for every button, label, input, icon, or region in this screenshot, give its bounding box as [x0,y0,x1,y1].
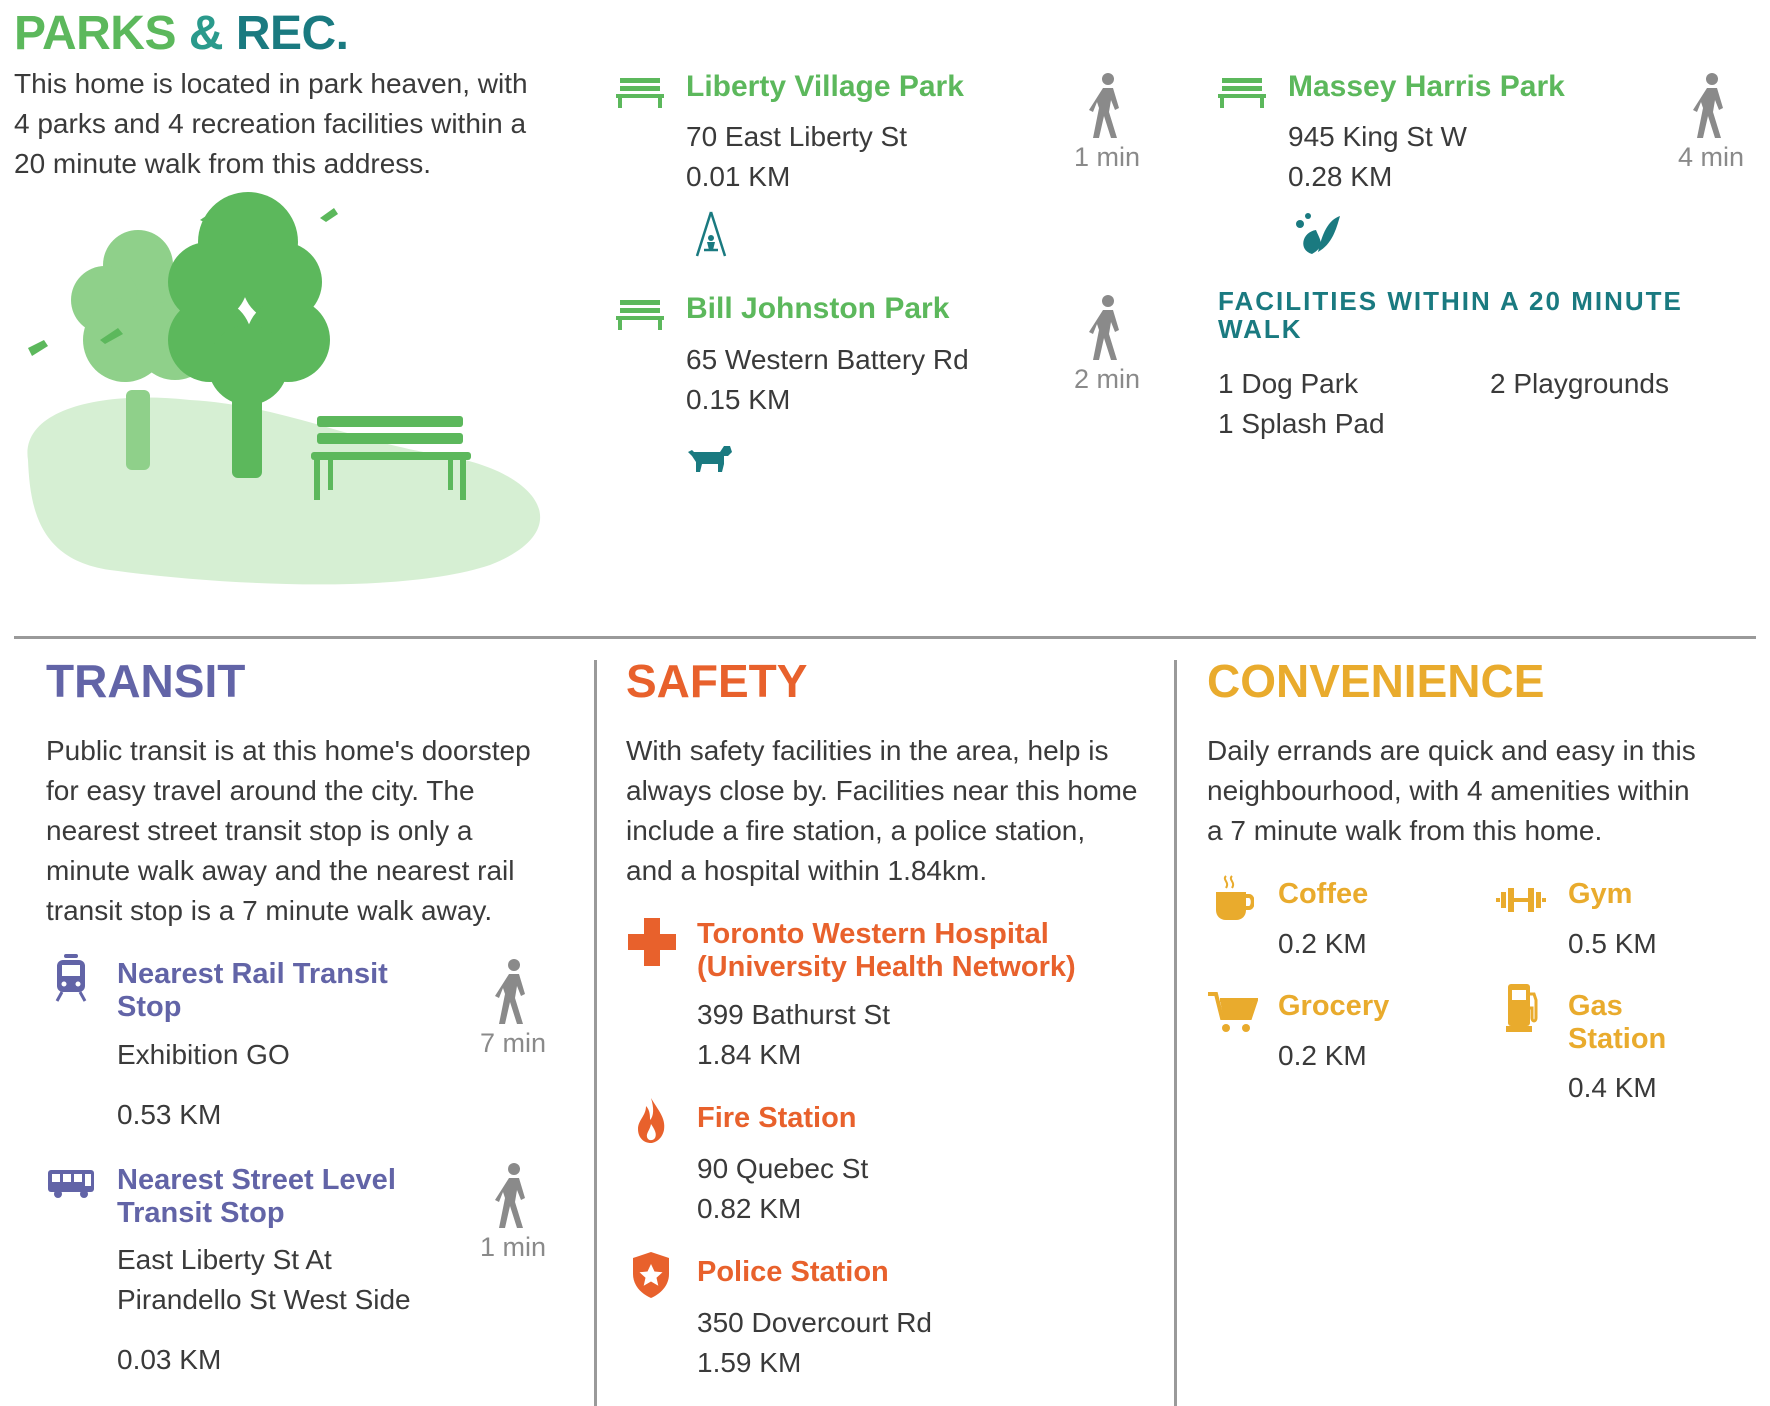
grocery-title[interactable]: Grocery [1278,990,1390,1022]
parks-title-b: REC. [235,7,349,60]
facility-item: 1 Dog Park [1218,368,1359,399]
section-divider [14,636,1756,639]
bus-icon [46,1168,96,1200]
shopping-cart-icon [1208,990,1258,1034]
rail-stop-name: Exhibition GO [117,1039,290,1070]
safety-intro: With safety facilities in the area, help is always close by. Facilities near this home include a fire station, a police station, and a hospital within 1.84km. [626,735,1138,886]
park-name[interactable]: Massey Harris Park [1288,70,1565,103]
coffee-title[interactable]: Coffee [1278,878,1369,910]
park-distance: 0.01 KM [686,161,791,192]
convenience-intro: Daily errands are quick and easy in this neighbourhood, with 4 amenities within a 7 minute walk from this home. [1207,735,1696,846]
facilities-title: FACILITIES WITHIN A 20 MINUTE WALK [1218,286,1683,344]
park-name[interactable]: Bill Johnston Park [686,292,950,325]
gas-station-distance: 0.4 KM [1568,1072,1657,1103]
medical-cross-icon [628,918,676,966]
parks-intro: This home is located in park heaven, with 4 parks and 4 recreation facilities within a 20 minute walk from this address. [14,68,528,179]
hospital-title[interactable]: Toronto Western Hospital (University Health Network) [697,918,1076,983]
gym-title[interactable]: Gym [1568,878,1633,910]
walking-person-icon [493,1162,533,1230]
gym-distance: 0.5 KM [1568,928,1657,959]
bench-icon [1218,76,1266,108]
park-address: 70 East Liberty St [686,121,908,152]
column-divider [1174,660,1177,1406]
bench-icon [616,298,664,330]
walk-time: 4 min [1656,72,1766,173]
walking-person-icon [1087,72,1127,140]
police-badge-icon [632,1252,670,1298]
street-stop-title: Nearest Street Level Transit Stop [117,1164,396,1229]
facility-item: 2 Playgrounds [1490,368,1670,399]
rail-stop-distance: 0.53 KM [117,1099,222,1130]
dumbbell-icon [1496,888,1546,912]
park-address: 65 Western Battery Rd [686,344,969,375]
safety-title: SAFETY [626,655,808,707]
hospital-distance: 1.84 KM [697,1039,802,1070]
park-name[interactable]: Liberty Village Park [686,70,964,103]
dog-icon [688,440,734,474]
walking-person-icon [1087,294,1127,362]
walking-person-icon [1691,72,1731,140]
street-stop-distance: 0.03 KM [117,1344,222,1375]
fire-station-distance: 0.82 KM [697,1193,802,1224]
park-address: 945 King St W [1288,121,1467,152]
park-illustration [20,190,560,590]
splash-pad-icon [1292,210,1342,256]
gas-pump-icon [1506,982,1540,1034]
transit-title: TRANSIT [46,655,246,707]
column-divider [594,660,597,1406]
coffee-cup-icon [1214,874,1254,922]
gas-station-title[interactable]: Gas Station [1568,990,1667,1055]
walk-time: 7 min [458,958,568,1059]
street-stop-name: East Liberty St At Pirandello St West Side [117,1244,411,1315]
train-icon [54,954,88,1002]
grocery-distance: 0.2 KM [1278,1040,1367,1071]
park-distance: 0.28 KM [1288,161,1393,192]
parks-title-a: PARKS [14,7,176,60]
police-station-address: 350 Dovercourt Rd [697,1307,933,1338]
parks-title-amp: & [188,7,223,60]
flame-icon [636,1096,666,1144]
walk-time: 2 min [1052,294,1162,395]
transit-intro: Public transit is at this home's doorstep for easy travel around the city. The nearest street transit stop is only a minute walk away and the nearest rail transit stop is a 7 minute walk away. [46,735,531,926]
fire-station-address: 90 Quebec St [697,1153,869,1184]
fire-station-title[interactable]: Fire Station [697,1102,857,1134]
walk-time: 1 min [458,1162,568,1263]
police-station-title[interactable]: Police Station [697,1256,889,1288]
facility-item: 1 Splash Pad [1218,408,1385,439]
convenience-title: CONVENIENCE [1207,655,1545,707]
coffee-distance: 0.2 KM [1278,928,1367,959]
walk-time: 1 min [1052,72,1162,173]
park-distance: 0.15 KM [686,384,791,415]
rail-stop-title: Nearest Rail Transit Stop [117,958,388,1023]
parks-title [14,6,349,61]
walking-person-icon [493,958,533,1026]
hospital-address: 399 Bathurst St [697,999,891,1030]
swing-icon [694,210,728,258]
bench-icon [616,76,664,108]
police-station-distance: 1.59 KM [697,1347,802,1378]
